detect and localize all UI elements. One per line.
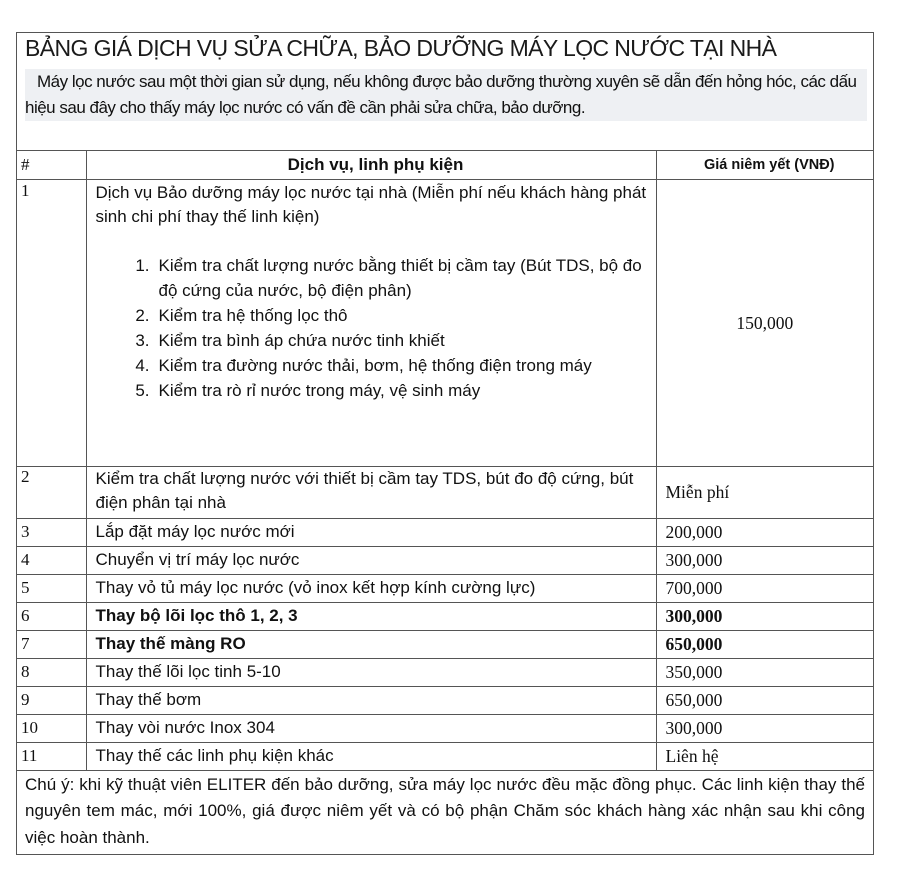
checklist-text: Kiểm tra hệ thống lọc thô xyxy=(158,305,348,325)
checklist-item xyxy=(96,303,656,328)
table-row xyxy=(17,714,873,742)
row-price: 200,000 xyxy=(656,518,873,546)
row-service: Thay vòi nước Inox 304 xyxy=(86,714,656,742)
row-service: Thay thế màng RO xyxy=(86,630,656,658)
header-price: Giá niêm yết (VNĐ) xyxy=(656,151,873,179)
table-row xyxy=(17,658,873,686)
row-number: 9 xyxy=(17,686,86,714)
checklist-number: 2. xyxy=(135,305,150,325)
table-header-row xyxy=(17,151,873,179)
row-price: Liên hệ xyxy=(656,742,873,770)
row-number: 4 xyxy=(17,546,86,574)
checklist-text: Kiểm tra đường nước thải, bơm, hệ thống điện trong máy xyxy=(158,355,592,375)
row-service: Thay thế các linh phụ kiện khác xyxy=(86,742,656,770)
row-number: 10 xyxy=(17,714,86,742)
row-number: 11 xyxy=(17,742,86,770)
table-row xyxy=(17,466,873,518)
sheet-header xyxy=(17,33,873,151)
checklist-number: 1. xyxy=(135,255,150,275)
row-price: 700,000 xyxy=(656,574,873,602)
row-price: 150,000 xyxy=(656,179,873,466)
row-price: 650,000 xyxy=(656,630,873,658)
checklist-item xyxy=(96,378,656,403)
row-number: 2 xyxy=(17,466,86,518)
table-row xyxy=(17,630,873,658)
row-service: Kiểm tra chất lượng nước với thiết bị cầm tay TDS, bút đo độ cứng, bút điện phân tại nhà xyxy=(86,466,656,518)
checklist-number: 4. xyxy=(135,355,150,375)
price-table xyxy=(17,151,873,771)
row-service: Thay thế lõi lọc tinh 5-10 xyxy=(86,658,656,686)
checklist-text: Kiểm tra bình áp chứa nước tinh khiết xyxy=(158,330,445,350)
row-price: 350,000 xyxy=(656,658,873,686)
table-row xyxy=(17,574,873,602)
checklist-text: Kiểm tra chất lượng nước bằng thiết bị cầm tay (Bút TDS, bộ đo độ cứng của nước, bộ điện phân) xyxy=(158,255,642,300)
checklist-item xyxy=(96,253,656,303)
service-description: Dịch vụ Bảo dưỡng máy lọc nước tại nhà (Miễn phí nếu khách hàng phát sinh chi phí thay thế linh kiện) xyxy=(95,182,647,226)
table-row xyxy=(17,179,873,466)
header-number: # xyxy=(17,151,86,179)
row-price: 300,000 xyxy=(656,546,873,574)
page-title: BẢNG GIÁ DỊCH VỤ SỬA CHỮA, BẢO DƯỠNG MÁY LỌC NƯỚC TẠI NHÀ xyxy=(25,35,777,61)
row-number: 1 xyxy=(17,179,86,466)
row-price: 300,000 xyxy=(656,714,873,742)
row-number: 7 xyxy=(17,630,86,658)
row-service: Thay vỏ tủ máy lọc nước (vỏ inox kết hợp kính cường lực) xyxy=(86,574,656,602)
checklist-text: Kiểm tra rò rỉ nước trong máy, vệ sinh máy xyxy=(158,380,481,400)
row-service: Thay thế bơm xyxy=(86,686,656,714)
table-row xyxy=(17,602,873,630)
row-number: 6 xyxy=(17,602,86,630)
row-service: Chuyển vị trí máy lọc nước xyxy=(86,546,656,574)
checklist-item xyxy=(96,353,656,378)
row-number: 3 xyxy=(17,518,86,546)
table-row xyxy=(17,742,873,770)
row-service: Lắp đặt máy lọc nước mới xyxy=(86,518,656,546)
row-service: Thay bộ lõi lọc thô 1, 2, 3 xyxy=(86,602,656,630)
maintenance-checklist xyxy=(96,253,656,403)
row-price: Miễn phí xyxy=(656,466,873,518)
checklist-number: 5. xyxy=(135,380,150,400)
row-number: 5 xyxy=(17,574,86,602)
row-service xyxy=(86,179,656,466)
footer-note: Chú ý: khi kỹ thuật viên ELITER đến bảo dưỡng, sửa máy lọc nước đều mặc đồng phục. Các linh kiện thay thế nguyên tem mác, mới 100%, giá được niêm yết và có bộ phận Chăm sóc khách hàng xác nhận sau khi công việc hoàn thành. xyxy=(25,774,865,847)
table-row xyxy=(17,546,873,574)
header-service: Dịch vụ, linh phụ kiện xyxy=(86,151,656,179)
checklist-item xyxy=(96,328,656,353)
checklist-number: 3. xyxy=(135,330,150,350)
table-row xyxy=(17,686,873,714)
row-number: 8 xyxy=(17,658,86,686)
price-sheet xyxy=(16,32,874,855)
row-price: 300,000 xyxy=(656,602,873,630)
row-price: 650,000 xyxy=(656,686,873,714)
table-row xyxy=(17,518,873,546)
intro-paragraph: Máy lọc nước sau một thời gian sử dụng, nếu không được bảo dưỡng thường xuyên sẽ dẫn đến hỏng hóc, các dấu hiệu sau đây cho thấy máy lọc nước có vấn đề cần phải sửa chữa, bảo dưỡng. xyxy=(25,69,867,121)
